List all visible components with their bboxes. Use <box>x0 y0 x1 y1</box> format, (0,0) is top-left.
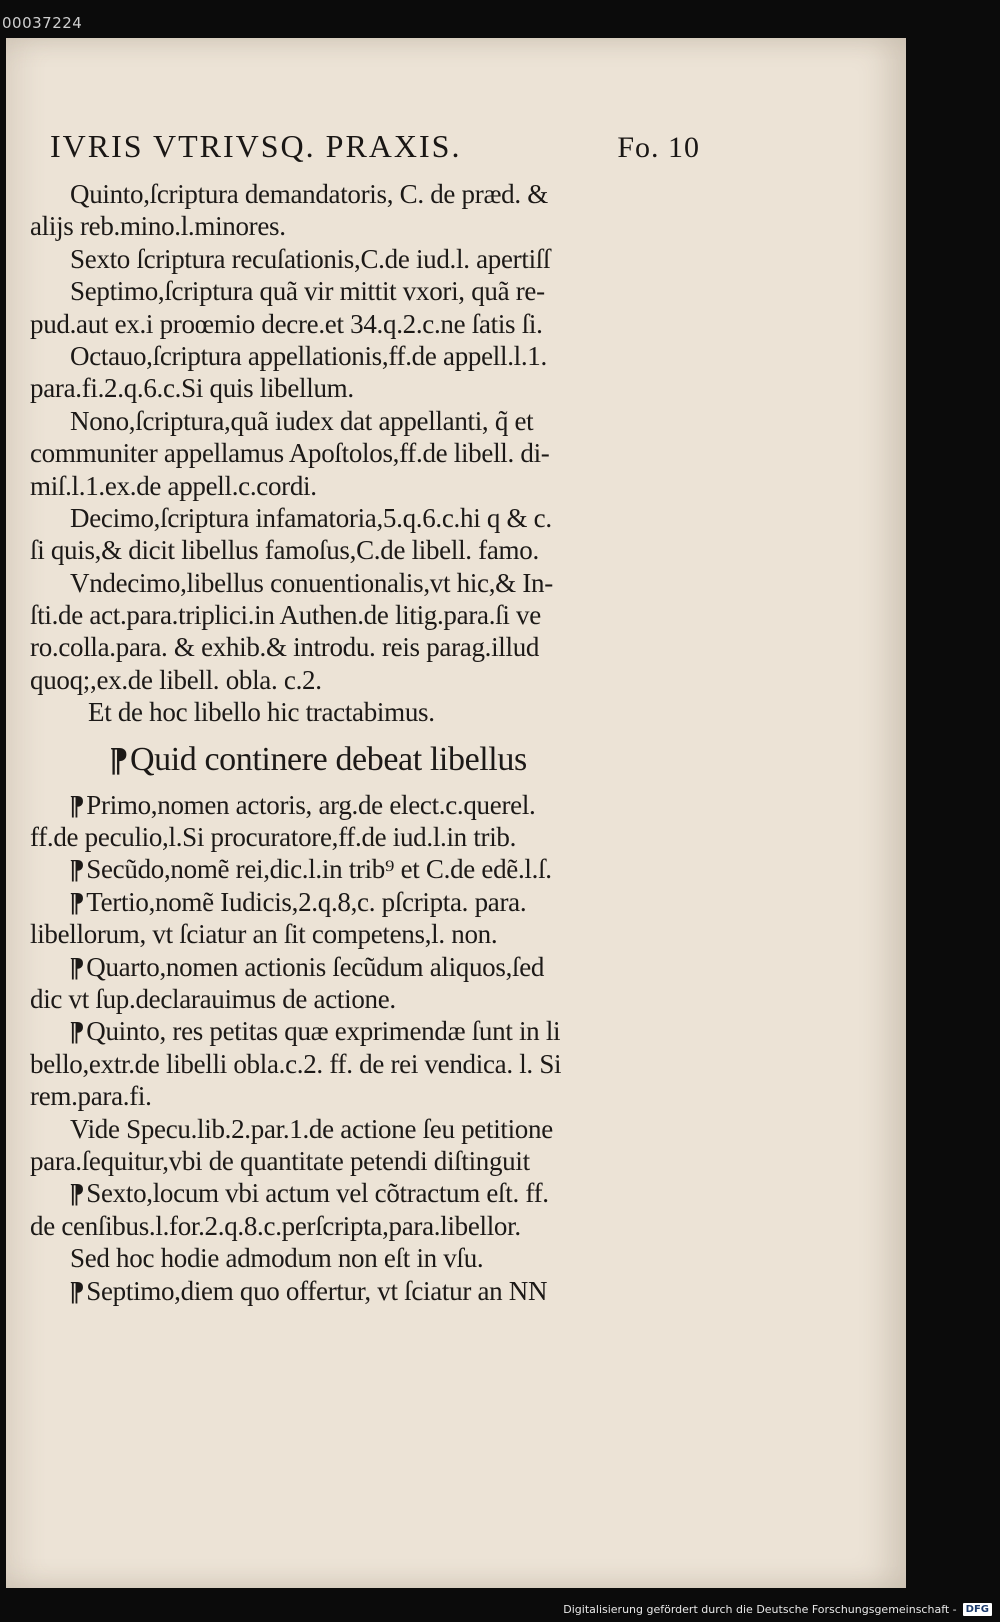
text-line: Decimo,ſcriptura infamatoria,5.q.6.c.hi q & c. <box>70 502 552 533</box>
footer <box>563 1603 992 1616</box>
pilcrow-icon: ¶ <box>70 1016 85 1047</box>
text-line: ¶Septimo,diem quo offertur, vt ſciatur an NN <box>70 1275 548 1306</box>
text-line: ro.colla.para. & exhib.& introdu. reis parag.illud <box>30 632 540 663</box>
scan-id: 00037224 <box>2 14 83 32</box>
text-line: ff.de peculio,l.Si procuratore,ff.de iud.l.in trib. <box>30 822 517 853</box>
footer-credit: Digitalisierung gefördert durch die Deutsche Forschungsgemeinschaft - <box>563 1603 957 1616</box>
text-line: Vide Specu.lib.2.par.1.de actione ſeu petitione <box>70 1113 553 1144</box>
pilcrow-icon: ¶ <box>70 789 85 820</box>
text-line: Septimo,ſcriptura quã vir mittit vxori, quã re- <box>70 276 545 307</box>
text-line: ſti.de act.para.triplici.in Authen.de litig.para.ſi ve <box>30 600 541 631</box>
text-line: ¶Tertio,nomẽ Iudicis,2.q.8,c. pſcripta. para. <box>70 886 527 917</box>
text-line: rem.para.fi. <box>30 1081 152 1112</box>
running-head-title: IVRIS VTRIVSQ. PRAXIS. <box>50 128 462 164</box>
text-line: Sed hoc hodie admodum non eſt in vſu. <box>70 1243 484 1274</box>
page <box>6 38 906 1588</box>
text-line: Et de hoc libello hic tractabimus. <box>88 697 435 728</box>
text-line: libellorum, vt ſciatur an ſit competens,l. non. <box>30 919 498 950</box>
section-heading-text: Quid continere debeat libellus <box>129 740 527 778</box>
text-line: Sexto ſcriptura recuſationis,C.de iud.l. apertiſſ <box>70 243 551 274</box>
folio: Fo. 10 <box>617 131 700 164</box>
text-line: ¶Sexto,locum vbi actum vel cõtractum eſt. ff. <box>70 1178 549 1209</box>
text-line: alijs reb.mino.l.minores. <box>30 211 286 242</box>
pilcrow-icon: ¶ <box>110 740 128 778</box>
text-line: Quinto,ſcriptura demandatoris, C. de præd. & <box>70 179 548 209</box>
pilcrow-icon: ¶ <box>70 1275 85 1306</box>
text-line: para.fi.2.q.6.c.Si quis libellum. <box>30 373 354 404</box>
text-line: ſi quis,& dicit libellus famoſus,C.de libell. famo. <box>30 535 539 566</box>
text-line: ¶Quarto,nomen actionis ſecũdum aliquos,ſed <box>70 951 545 982</box>
text-line: ¶Quinto, res petitas quæ exprimendæ ſunt in li <box>70 1016 561 1047</box>
text-line: miſ.l.1.ex.de appell.c.cordi. <box>30 470 317 501</box>
text-line: ¶Primo,nomen actoris, arg.de elect.c.querel. <box>70 789 536 820</box>
section-heading <box>30 739 716 781</box>
text-line: dic vt ſup.declarauimus de actione. <box>30 983 396 1014</box>
pilcrow-icon: ¶ <box>70 1178 85 1209</box>
text-line: Octauo,ſcriptura appellationis,ff.de appell.l.1. <box>70 340 547 371</box>
text-line: bello,extr.de libelli obla.c.2. ff. de rei vendica. l. Si <box>30 1048 562 1079</box>
dfg-logo: DFG <box>963 1603 992 1616</box>
text-line: ¶Secũdo,nomẽ rei,dic.l.in trib⁹ et C.de edẽ.l.ſ. <box>70 854 552 885</box>
pilcrow-icon: ¶ <box>70 886 85 917</box>
text-line: pud.aut ex.i proœmio decre.et 34.q.2.c.ne ſatis ſi. <box>30 308 543 339</box>
pilcrow-icon: ¶ <box>70 854 85 885</box>
text-line: para.ſequitur,vbi de quantitate petendi diſtinguit <box>30 1145 530 1176</box>
text-line: quoq;,ex.de libell. obla. c.2. <box>30 664 322 695</box>
text-block <box>30 178 716 1307</box>
text-line: communiter appellamus Apoſtolos,ff.de libell. di- <box>30 438 550 469</box>
pilcrow-icon: ¶ <box>70 951 85 982</box>
text-line: Nono,ſcriptura,quã iudex dat appellanti, q̃ et <box>70 405 534 436</box>
running-head <box>50 128 700 165</box>
text-line: Vndecimo,libellus conuentionalis,vt hic,& In- <box>70 567 553 598</box>
text-line: de cenſibus.l.for.2.q.8.c.perſcripta,para.libellor. <box>30 1210 521 1241</box>
